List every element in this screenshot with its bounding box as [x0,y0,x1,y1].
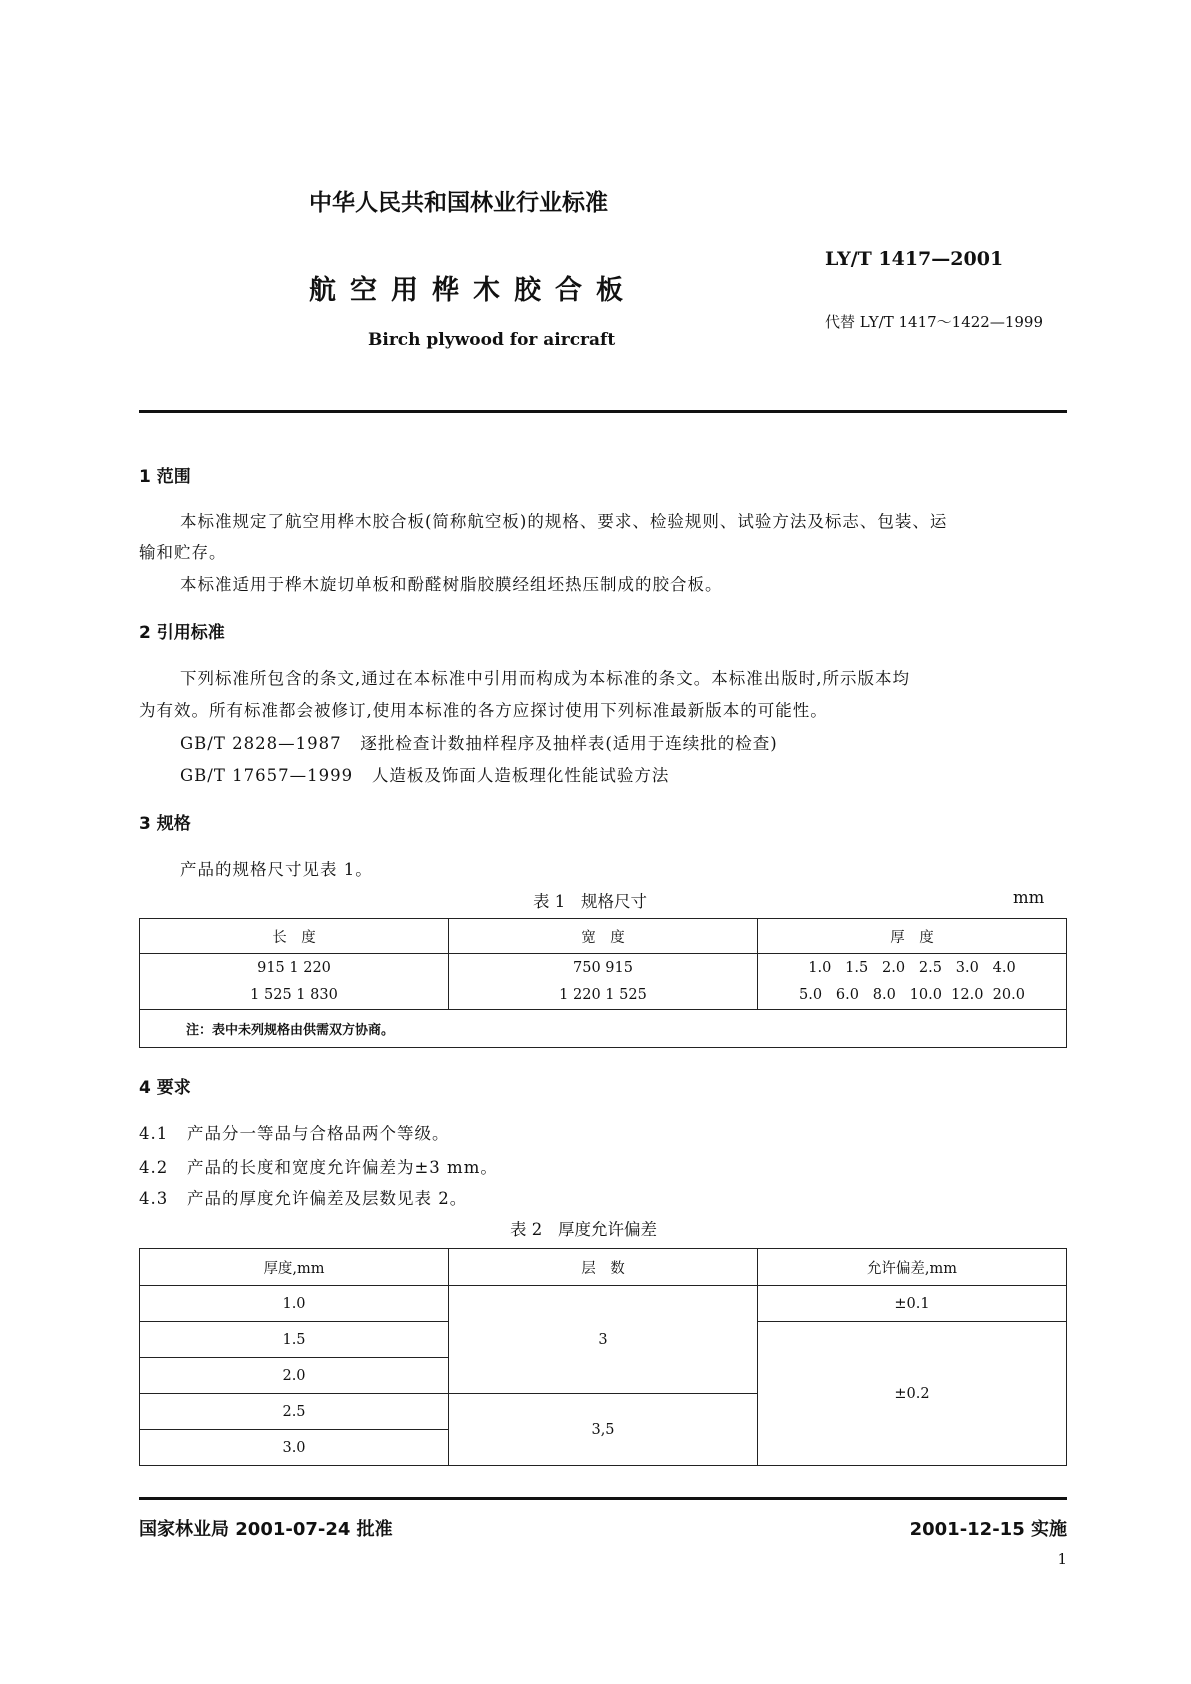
section-heading: 4 要求 [139,1078,191,1098]
document-title: 航空用桦木胶合板 [309,275,637,306]
cell: 5.0 6.0 8.0 10.0 12.0 20.0 [758,982,1067,1010]
clause: 4.1 产品分一等品与合格品两个等级。 [139,1124,450,1143]
paragraph: 产品的规格尺寸见表 1。 [180,860,373,879]
section-heading: 3 规格 [139,814,191,834]
effective-date: 2001-12-15 实施 [909,1519,1067,1540]
table1-caption: 表 1 规格尺寸 [533,892,647,911]
cell: 1.0 [140,1286,449,1322]
cell: 2.0 [140,1358,449,1394]
replaces-code: 代替 LY/T 1417～1422—1999 [825,313,1044,331]
reference: GB/T 17657—1999 人造板及饰面人造板理化性能试验方法 [180,766,670,785]
cell: 1 220 1 525 [449,982,758,1010]
header-cell: 厚度,mm [140,1249,449,1286]
cell: 3,5 [449,1394,758,1466]
table2-caption: 表 2 厚度允许偏差 [510,1220,657,1239]
cell: 750 915 [449,954,758,982]
paragraph: 输和贮存。 [139,543,227,562]
page-number: 1 [1057,1550,1067,1568]
table2 [139,1248,1067,1466]
cell: 2.5 [140,1394,449,1430]
header-cell: 允许偏差,mm [758,1249,1067,1286]
table1-note: 注：表中未列规格由供需双方协商。 [140,1010,1067,1048]
table1 [139,918,1067,1048]
cell: 1.5 [140,1322,449,1358]
standard-code: LY/T 1417—2001 [825,248,1004,270]
table1-unit: mm [1013,888,1045,907]
clause: 4.3 产品的厚度允许偏差及层数见表 2。 [139,1189,468,1208]
section-heading: 1 范围 [139,467,191,487]
cell: 1 525 1 830 [140,982,449,1010]
paragraph: 下列标准所包含的条文,通过在本标准中引用而构成为本标准的条文。本标准出版时,所示版本均 [180,669,910,688]
header-cell: 厚 度 [758,919,1067,954]
cell: ±0.2 [758,1322,1067,1466]
cell: 3 [449,1286,758,1394]
paragraph: 本标准规定了航空用桦木胶合板(简称航空板)的规格、要求、检验规则、试验方法及标志、包装、运 [180,512,948,531]
cell: 1.0 1.5 2.0 2.5 3.0 4.0 [758,954,1067,982]
title-english: Birch plywood for aircraft [368,330,616,350]
header-rule [139,410,1067,413]
header-cell: 长 度 [140,919,449,954]
cell: 3.0 [140,1430,449,1466]
header-cell: 宽 度 [449,919,758,954]
approval-date: 国家林业局 2001-07-24 批准 [139,1519,393,1540]
paragraph: 本标准适用于桦木旋切单板和酚醛树脂胶膜经组坯热压制成的胶合板。 [180,575,723,594]
paragraph: 为有效。所有标准都会被修订,使用本标准的各方应探讨使用下列标准最新版本的可能性。 [139,701,828,720]
reference: GB/T 2828—1987 逐批检查计数抽样程序及抽样表(适用于连续批的检查) [180,734,778,753]
cell: ±0.1 [758,1286,1067,1322]
clause: 4.2 产品的长度和宽度允许偏差为±3 mm。 [139,1158,498,1177]
header-cell: 层 数 [449,1249,758,1286]
section-heading: 2 引用标准 [139,623,225,643]
issuing-org: 中华人民共和国林业行业标准 [309,190,608,216]
footer-rule [139,1497,1067,1500]
cell: 915 1 220 [140,954,449,982]
